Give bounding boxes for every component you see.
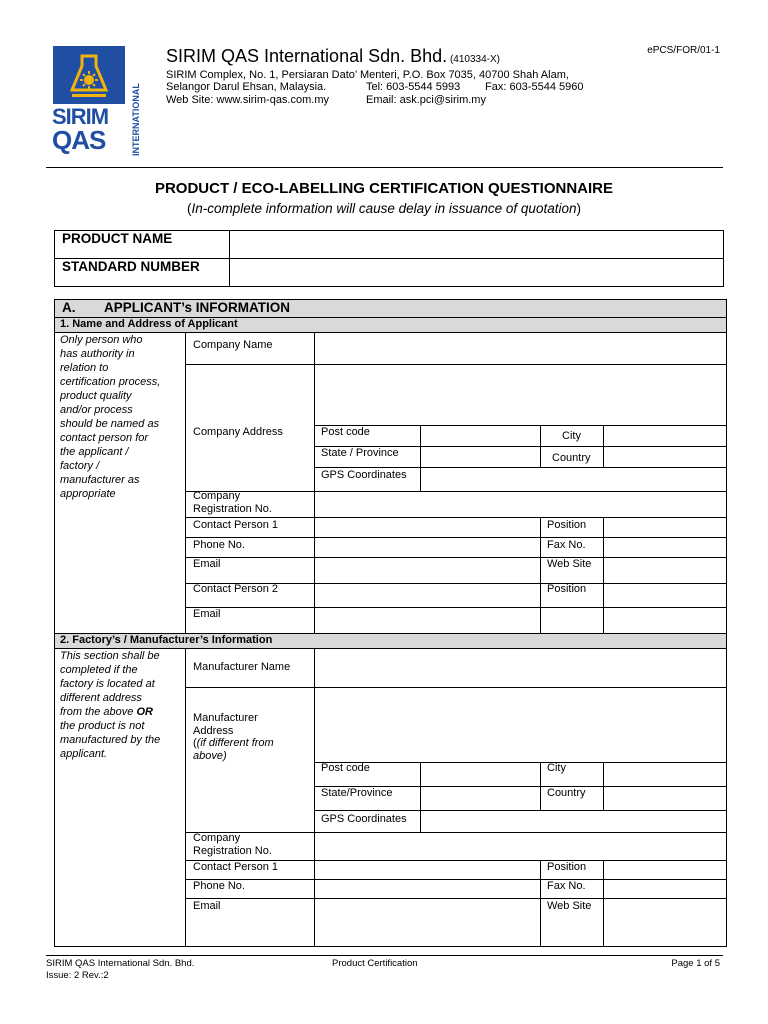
- manufacturer-city-label: City: [547, 762, 566, 774]
- manufacturer-name-field[interactable]: [315, 649, 726, 687]
- manufacturer-website-field[interactable]: [604, 899, 726, 946]
- phone-label: Phone No.: [193, 539, 245, 551]
- email-field[interactable]: [315, 558, 540, 583]
- position-field[interactable]: [604, 518, 726, 537]
- manufacturer-address-field[interactable]: [315, 688, 726, 762]
- manufacturer-fax-label: Fax No.: [547, 880, 586, 892]
- sirim-qas-logo: [52, 44, 144, 156]
- logo-side-text: INTERNATIONAL: [131, 83, 141, 156]
- applicant-note: Only person who has authority in relation to certification process, product quality and/or process should be named as contact person for the applicant / factory / manufacturer as appropriate: [60, 334, 161, 500]
- contact-person-2-field[interactable]: [315, 584, 540, 607]
- logo-brand-bottom: QAS: [52, 125, 106, 155]
- city-field[interactable]: [604, 426, 726, 446]
- contact-person-1-field[interactable]: [315, 518, 540, 537]
- section-a-letter: A.: [62, 300, 76, 315]
- manufacturer-contact-1-field[interactable]: [315, 861, 540, 879]
- footer-page-number: Page 1 of 5: [671, 958, 720, 969]
- form-subtitle: (In-complete information will cause delay in issuance of quotation): [187, 201, 581, 216]
- footer-issue: Issue: 2 Rev.:2: [46, 970, 109, 981]
- fax-label: Fax No.: [547, 539, 586, 551]
- post-code-label: Post code: [321, 426, 370, 438]
- manufacturer-reg-field[interactable]: [315, 833, 726, 860]
- manufacturer-email-label: Email: [193, 900, 221, 912]
- manufacturer-position-field[interactable]: [604, 861, 726, 879]
- state-province-label: State / Province: [321, 447, 399, 459]
- gps-field[interactable]: [421, 468, 726, 491]
- manufacturer-state-field[interactable]: [421, 787, 540, 810]
- position-2-field[interactable]: [604, 584, 726, 607]
- manufacturer-contact-1-label: Contact Person 1: [193, 861, 278, 873]
- email-2-label: Email: [193, 608, 221, 620]
- form-title: PRODUCT / ECO-LABELLING CERTIFICATION QUESTIONNAIRE: [154, 180, 614, 197]
- manufacturer-email-field[interactable]: [315, 899, 540, 946]
- contact-person-1-label: Contact Person 1: [193, 519, 278, 531]
- manufacturer-reg-label: Company Registration No.: [193, 832, 272, 857]
- fax-field[interactable]: [604, 538, 726, 557]
- country-field[interactable]: [604, 447, 726, 467]
- standard-number-field[interactable]: [231, 260, 722, 286]
- subsection-1-title: 1. Name and Address of Applicant: [60, 318, 238, 330]
- company-email[interactable]: Email: ask.pci@sirim.my: [366, 94, 486, 106]
- logo-brand-top: SIRIM: [52, 104, 109, 129]
- section-a-title: APPLICANT’s INFORMATION: [104, 300, 290, 315]
- manufacturer-address-label: Manufacturer Address ((if different from above): [193, 712, 274, 762]
- header-divider: [46, 167, 723, 168]
- company-name-field[interactable]: [315, 333, 726, 364]
- website-field[interactable]: [604, 558, 726, 583]
- product-name-label: PRODUCT NAME: [62, 231, 173, 246]
- company-address-label: Company Address: [193, 426, 283, 438]
- manufacturer-state-label: State/Province: [321, 787, 393, 799]
- phone-field[interactable]: [315, 538, 540, 557]
- company-fax: Fax: 603-5544 5960: [485, 81, 584, 93]
- footer-company: SIRIM QAS International Sdn. Bhd.: [46, 958, 195, 969]
- company-address-field[interactable]: [315, 365, 726, 425]
- manufacturer-note: This section shall be completed if the factory is located at different address from the above OR the product is not manufactured by the applicant.: [60, 650, 161, 760]
- manufacturer-phone-field[interactable]: [315, 880, 540, 898]
- footer-center-label: Product Certification: [332, 958, 418, 969]
- manufacturer-position-label: Position: [547, 861, 587, 873]
- company-tel: Tel: 603-5544 5993: [366, 81, 461, 93]
- city-label: City: [562, 430, 581, 442]
- company-address-line1: SIRIM Complex, No. 1, Persiaran Dato’ Menteri, P.O. Box 7035, 40700 Shah Alam,: [166, 69, 569, 81]
- manufacturer-country-label: Country: [547, 787, 586, 799]
- position-2-label: Position: [547, 583, 587, 595]
- website-label: Web Site: [547, 558, 592, 570]
- product-name-field[interactable]: [231, 232, 722, 257]
- country-label: Country: [552, 452, 591, 464]
- company-website[interactable]: Web Site: www.sirim-qas.com.my: [166, 94, 329, 106]
- company-reg-label: Company Registration No.: [193, 490, 272, 515]
- company-address-line2: Selangor Darul Ehsan, Malaysia.: [166, 81, 327, 93]
- manufacturer-name-label: Manufacturer Name: [193, 661, 291, 673]
- manufacturer-fax-field[interactable]: [604, 880, 726, 898]
- manufacturer-phone-label: Phone No.: [193, 880, 245, 892]
- post-code-field[interactable]: [421, 426, 540, 446]
- manufacturer-city-field[interactable]: [604, 763, 726, 786]
- manufacturer-country-field[interactable]: [604, 787, 726, 810]
- manufacturer-post-code-label: Post code: [321, 762, 370, 774]
- manufacturer-post-code-field[interactable]: [421, 763, 540, 786]
- subsection-2-title: 2. Factory’s / Manufacturer’s Information: [60, 634, 273, 646]
- email-2-field[interactable]: [315, 608, 540, 633]
- gps-label: GPS Coordinates: [321, 469, 407, 481]
- company-reg-field[interactable]: [315, 492, 726, 517]
- company-title: SIRIM QAS International Sdn. Bhd. (410334-X): [166, 46, 500, 66]
- footer-divider: [46, 955, 723, 956]
- position-label: Position: [547, 519, 587, 531]
- manufacturer-website-label: Web Site: [547, 900, 592, 912]
- manufacturer-gps-label: GPS Coordinates: [321, 813, 407, 825]
- contact-person-2-label: Contact Person 2: [193, 583, 278, 595]
- manufacturer-gps-field[interactable]: [421, 811, 726, 832]
- standard-number-label: STANDARD NUMBER: [62, 259, 200, 274]
- document-code: ePCS/FOR/01-1: [647, 45, 720, 56]
- company-name-label: Company Name: [193, 339, 273, 351]
- state-province-field[interactable]: [421, 447, 540, 467]
- email-label: Email: [193, 558, 221, 570]
